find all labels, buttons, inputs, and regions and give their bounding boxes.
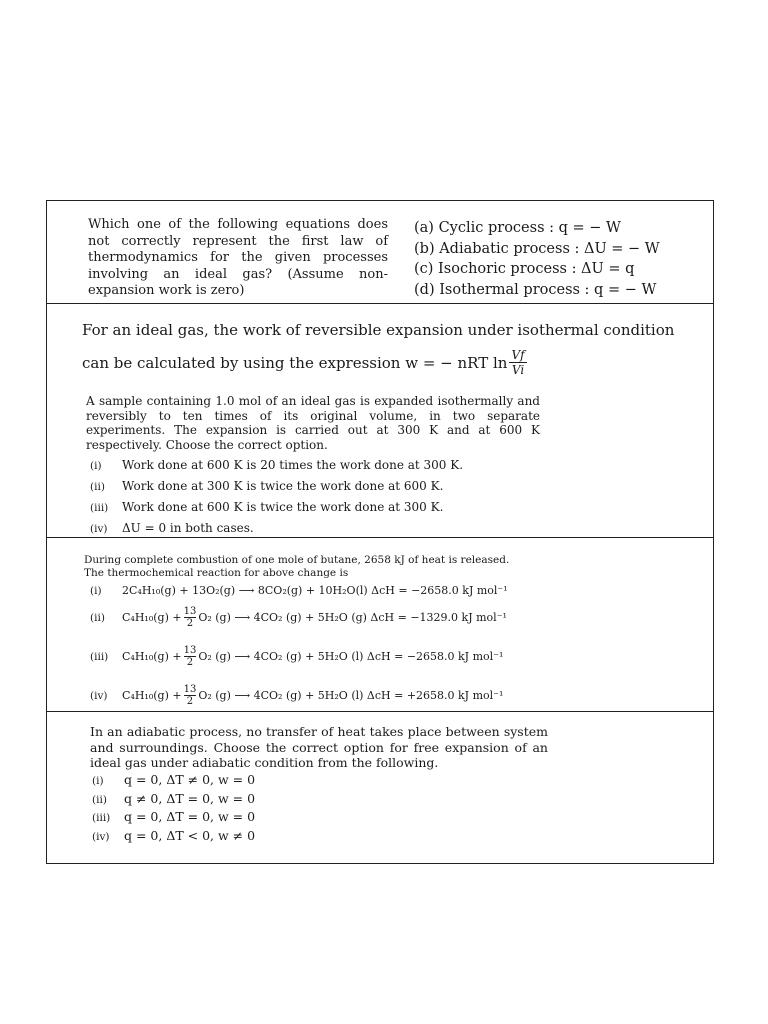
q2-option-num: (iv): [90, 523, 108, 535]
q4-options: [92, 772, 255, 846]
q3-option-num: (iv): [90, 689, 108, 702]
q3-option-num: (iii): [90, 650, 109, 663]
q2-option-num: (ii): [90, 481, 105, 493]
q3-intro: [84, 554, 509, 580]
q2-option-text: Work done at 600 K is 20 times the work done at 300 K.: [122, 458, 464, 472]
q2-line1: For an ideal gas, the work of reversible expansion under isothermal condition: [82, 321, 675, 339]
q3-frac-num: 13: [183, 645, 197, 656]
q3-frac-den: 2: [186, 657, 194, 668]
divider-1: [47, 303, 713, 304]
q3-lhs: C₄H₁₀(g) +: [122, 689, 182, 702]
q3-option-eq: 2C₄H₁₀(g) + 13O₂(g) ⟶ 8CO₂(g) + 10H₂O(l) ΔcH = −2658.0 kJ mol⁻¹: [122, 584, 508, 597]
q3-option-i: [90, 583, 508, 597]
q2-option-num: (iii): [90, 502, 109, 514]
q1-text: Which one of the following equations does not correctly represent the first law of thermodynamics for the given processes involving an ideal gas? (Assume non- expansion work is zero): [88, 217, 388, 298]
q3-rhs: O₂ (g) ⟶ 4CO₂ (g) + 5H₂O (l) ΔcH = −2658.0 kJ mol⁻¹: [198, 650, 504, 663]
q1-option-d: (d) Isothermal process : q = − W: [414, 281, 657, 298]
q3-fraction: [184, 645, 197, 668]
q3-option-iii: [90, 645, 503, 668]
q4-option: [92, 828, 255, 847]
q3-option-num: (i): [90, 585, 102, 597]
q2-volume-fraction: [509, 348, 526, 377]
q3-fraction: [184, 684, 197, 707]
q3-lhs: C₄H₁₀(g) +: [122, 650, 182, 663]
q4-option: [92, 772, 255, 791]
q2-options: [90, 458, 463, 542]
q2-option: [90, 479, 463, 500]
q3-rhs: O₂ (g) ⟶ 4CO₂ (g) + 5H₂O (g) ΔcH = −1329.0 kJ mol⁻¹: [198, 611, 507, 624]
q4-option: [92, 809, 255, 828]
q2-frac-num: Vf: [511, 348, 525, 362]
q4-option-num: (iv): [92, 830, 110, 843]
q1-option-a: (a) Cyclic process : q = − W: [414, 220, 621, 236]
q2-text: A sample containing 1.0 mol of an ideal gas is expanded isothermally and reversibly to ten times of its original volume, in two separate experiments. The expansion is carried out at 300 K and at 600 K respectively. Choose the correct option.: [86, 394, 540, 452]
q3-option-iv: [90, 684, 503, 707]
q4-option-text: q ≠ 0, ΔT = 0, w = 0: [124, 790, 256, 806]
q4-option-text: q = 0, ΔT = 0, w = 0: [124, 809, 256, 824]
q4-option-text: q = 0, ΔT < 0, w ≠ 0: [124, 827, 256, 843]
q1-option-c: (c) Isochoric process : ΔU = q: [414, 261, 635, 277]
q2-option-text: Work done at 300 K is twice the work done at 600 K.: [122, 479, 444, 493]
q1-options: [414, 218, 660, 300]
q2-frac-den: Vi: [511, 363, 525, 377]
q3-frac-den: 2: [186, 696, 194, 707]
divider-3: [47, 711, 713, 712]
q3-frac-den: 2: [186, 618, 194, 629]
q3-frac-num: 13: [183, 606, 197, 617]
q2-option: [90, 521, 463, 542]
q2-option-num: (i): [90, 460, 102, 472]
q3-lhs: C₄H₁₀(g) +: [122, 611, 182, 624]
q4-option-text: q = 0, ΔT ≠ 0, w = 0: [124, 772, 256, 787]
q1-option-b: (b) Adiabatic process : ΔU = − W: [414, 240, 660, 257]
q4-option: [92, 791, 255, 810]
q3-rhs: O₂ (g) ⟶ 4CO₂ (g) + 5H₂O (l) ΔcH = +2658.0 kJ mol⁻¹: [198, 689, 504, 702]
q3-frac-num: 13: [183, 684, 197, 695]
q3-option-ii: [90, 606, 507, 629]
q2-line2-text: can be calculated by using the expression w = − nRT ln: [82, 353, 508, 372]
q2-line2: [82, 348, 527, 377]
q2-option: [90, 500, 463, 521]
q2-option-text: Work done at 600 K is twice the work done at 300 K.: [122, 500, 444, 514]
q4-option-num: (iii): [92, 812, 111, 824]
q4-option-num: (ii): [92, 793, 107, 806]
q4-text: In an adiabatic process, no transfer of heat takes place between system and surroundings. Choose the correct option for free expansion of an ideal gas under adiabatic condition from the following.: [90, 724, 548, 770]
q3-line2: The thermochemical reaction for above change is: [84, 567, 349, 579]
q2-option: [90, 458, 463, 479]
q3-option-num: (ii): [90, 611, 105, 624]
q4-option-num: (i): [92, 775, 104, 787]
q3-fraction: [184, 606, 197, 629]
q2-option-text: ΔU = 0 in both cases.: [122, 521, 254, 535]
q3-line1: During complete combustion of one mole of butane, 2658 kJ of heat is released.: [84, 554, 510, 566]
